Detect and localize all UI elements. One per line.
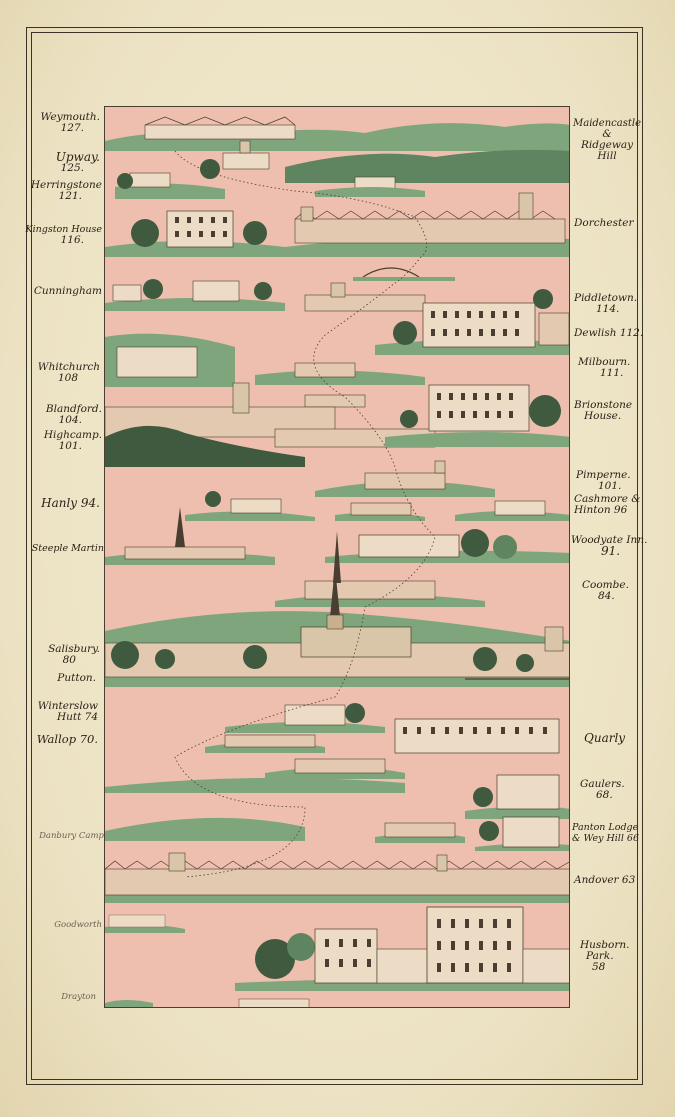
- label-line: 125.: [60, 162, 84, 174]
- place-label-coombe: [582, 580, 642, 602]
- label-line: 127.: [60, 122, 84, 134]
- label-line: Hanly 94.: [41, 496, 100, 510]
- label-line: 80: [62, 654, 76, 666]
- place-label-quarly: [584, 733, 640, 744]
- label-line: Drayton: [61, 992, 96, 1002]
- label-line: Coombe.: [582, 579, 629, 591]
- label-line: Quarly: [584, 731, 626, 745]
- whitchurch-scene: [105, 334, 425, 407]
- gaulers-scene: [105, 775, 570, 851]
- place-label-hanly: [26, 498, 100, 509]
- strip-illustration: [105, 107, 570, 1008]
- dorchester-scene: [105, 193, 570, 257]
- place-label-salisbury: [26, 644, 100, 666]
- place-label-brionstone: [574, 400, 640, 422]
- husborn-scene: [105, 907, 570, 1008]
- place-label-kingston-house: [22, 224, 102, 246]
- place-label-woodyate: [571, 534, 648, 558]
- label-line: Highcamp.: [43, 429, 102, 441]
- label-line: 101.: [58, 440, 82, 452]
- label-line: Herringstone: [30, 179, 102, 191]
- andover-scene: [105, 853, 570, 903]
- label-line: Gaulers.: [580, 778, 625, 790]
- label-line: Cunningham: [33, 285, 102, 297]
- place-label-danbury-camp: [26, 831, 104, 842]
- label-line: Upway.: [55, 150, 100, 164]
- label-line: 84.: [598, 590, 615, 602]
- place-label-andover: [574, 875, 642, 886]
- label-line: 111.: [600, 367, 624, 379]
- place-label-gaulers: [580, 779, 640, 801]
- label-line: Goodworth: [54, 920, 102, 930]
- label-line: 104.: [58, 414, 82, 426]
- label-line: Wallop 70.: [36, 732, 98, 746]
- label-line: 68.: [596, 789, 613, 801]
- label-line: Steeple Martin: [31, 543, 104, 554]
- place-label-pimperne: [576, 470, 640, 492]
- label-line: Weymouth.: [40, 111, 100, 123]
- weymouth-scene: [105, 117, 570, 151]
- place-label-weymouth: [30, 112, 100, 134]
- pimperne-scene: [185, 461, 570, 521]
- label-line: Cashmore &: [574, 493, 641, 505]
- label-line: Milbourn.: [578, 356, 631, 368]
- place-label-cashmore: [574, 494, 644, 516]
- label-line: Piddletown.: [574, 292, 638, 304]
- label-line: Danbury Camp: [39, 831, 104, 841]
- label-line: 114.: [596, 303, 620, 315]
- place-label-upway: [30, 152, 100, 174]
- place-label-highcamp: [26, 430, 102, 452]
- label-line: 108: [57, 372, 78, 384]
- place-label-whitchurch: [26, 362, 100, 384]
- place-label-winterslow: [26, 701, 98, 723]
- label-line: Maidencastle: [573, 118, 641, 129]
- label-line: Ridgeway: [580, 139, 634, 151]
- label-line: Brionstone: [574, 399, 633, 411]
- place-label-steeple-martin: [24, 543, 104, 554]
- label-line: House.: [584, 410, 622, 422]
- place-label-dorchester: [574, 218, 640, 229]
- label-line: Park.: [586, 950, 614, 962]
- label-line: Pimperne.: [576, 469, 631, 481]
- label-line: Dewlish 112.: [574, 327, 644, 339]
- label-line: Winterslow: [37, 700, 98, 712]
- label-line: Husborn.: [580, 939, 630, 951]
- label-line: 58: [592, 961, 606, 973]
- place-label-blandford: [26, 404, 102, 426]
- label-line: Blandford.: [45, 403, 102, 415]
- label-line: Andover 63: [574, 874, 636, 886]
- place-label-goodworth: [26, 920, 102, 931]
- place-label-maidencastle: [573, 118, 641, 162]
- label-line: 91.: [601, 544, 621, 558]
- place-label-wallop: [26, 734, 98, 745]
- place-label-cunningham: [26, 286, 102, 297]
- label-line: 121.: [58, 190, 82, 202]
- label-line: Putton.: [57, 672, 96, 684]
- place-label-milbourn: [578, 357, 640, 379]
- place-label-putton: [26, 673, 96, 684]
- place-label-drayton: [26, 992, 96, 1003]
- label-line: Hinton 96: [574, 504, 628, 516]
- label-line: Whitchurch: [37, 361, 100, 373]
- label-line: Hutt 74: [56, 711, 98, 723]
- label-line: Kingston House: [25, 224, 102, 235]
- place-label-piddletown: [574, 293, 640, 315]
- label-line: 116.: [60, 234, 84, 246]
- label-line: Panton Lodge: [572, 822, 639, 833]
- place-label-husborn: [580, 940, 640, 973]
- label-line: Dorchester: [574, 217, 634, 229]
- place-label-dewlish: [574, 327, 644, 339]
- label-line: Woodyate Inn.: [571, 534, 648, 546]
- label-line: Salisbury.: [48, 643, 100, 655]
- road-strip-map: [104, 106, 570, 1008]
- place-label-herringstone: [26, 180, 102, 202]
- label-line: Hill: [597, 150, 617, 162]
- label-line: &: [602, 128, 612, 140]
- place-label-panton-lodge: [572, 822, 642, 844]
- label-line: 101.: [598, 480, 622, 492]
- label-line: & Wey Hill 66: [572, 833, 639, 844]
- quarly-scene: [205, 703, 559, 779]
